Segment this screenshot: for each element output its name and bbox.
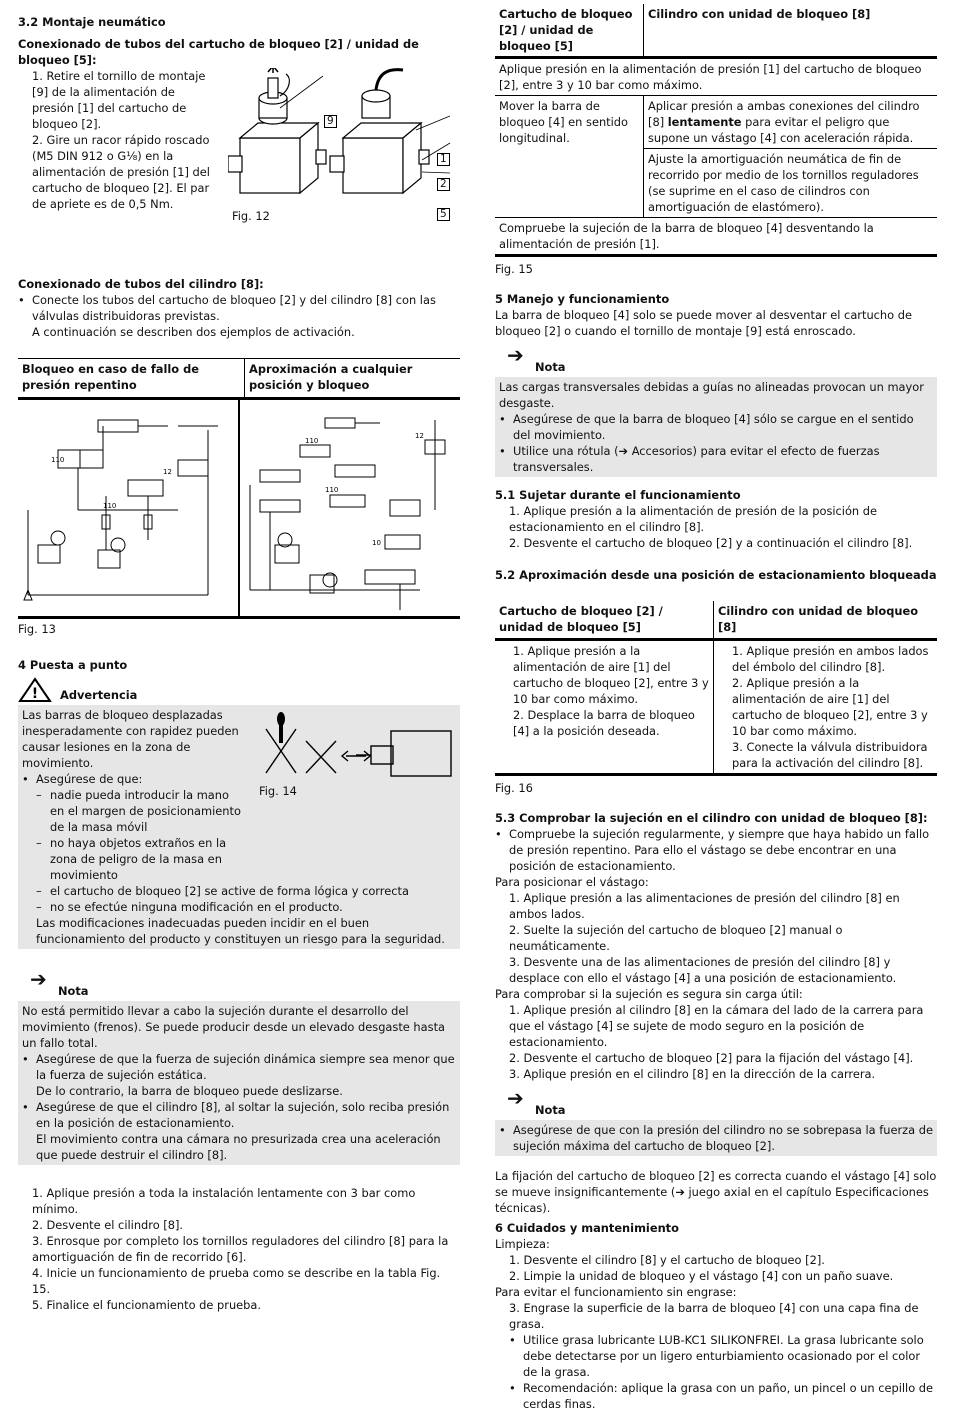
fig13-header-2: Aproximación a cualquier posición y bloqueo — [249, 362, 413, 392]
nota-bullet-1: • Asegúrese de que la fuerza de sujeción dinámica siempre sea menor que la fuerza de sujeción estática. — [22, 1052, 455, 1082]
fig15-header-1: Cartucho de bloqueo [2] / unidad de bloqueo [5] — [495, 4, 644, 58]
section-5-3-title: 5.3 Comprobar la sujeción en el cilindro con unidad de bloqueo [8]: — [495, 810, 928, 825]
section-5-1-title: 5.1 Sujetar durante el funcionamiento — [495, 488, 741, 502]
fig-12-caption: Fig. 12 — [232, 209, 270, 223]
section-5-2-title: 5.2 Aproximación desde una posición de estacionamiento bloqueada — [495, 568, 937, 582]
svg-text:10: 10 — [372, 539, 381, 547]
s51-step-2: 2. Desvente el cartucho de bloqueo [2] y a continuación el cilindro [8]. — [509, 536, 913, 550]
cleaning-title: Limpieza: — [495, 1236, 550, 1251]
clean-step-1: 1. Desvente el cilindro [8] y el cartucho de bloqueo [2]. — [509, 1252, 825, 1267]
fig15-row-4: Compruebe la sujeción de la barra de bloqueo [4] desventando la alimentación de presión [1]. — [499, 221, 874, 251]
nota-label-1: Nota — [58, 984, 89, 998]
pipes-cylinder-heading: Conexionado de tubos del cilindro [8]: — [18, 277, 264, 291]
warning-bullet: • Asegúrese de que: — [22, 772, 143, 786]
nota-arrow-icon: ➔ — [507, 343, 524, 367]
clean-step-2: 2. Limpie la unidad de bloqueo y el vástago [4] con un paño suave. — [509, 1268, 894, 1283]
warning-dash-2: – no haya objetos extraños en la zona de peligro de la masa en movimiento — [36, 836, 227, 882]
svg-text:12: 12 — [415, 432, 424, 440]
commission-step-1: 1. Aplique presión a toda la instalación lentamente con 3 bar como mínimo. — [32, 1186, 416, 1216]
warning-dash-3: – el cartucho de bloqueo [2] se active de forma lógica y correcta — [36, 884, 409, 898]
fig16-col-2: 1. Aplique presión en ambos lados del émbolo del cilindro [8]. 2. Aplique presión a la alimentación de aire [1] del cartucho de bloqueo [2], entre 3 y 10 bar como máximo. 3. Conecte la válvula distribuidora para la activación del cilindro [8]. — [732, 643, 929, 770]
fig15-row-2b: Aplicar presión a ambas conexiones del cilindro [8] lentamente para evitar el peligro que supone un vástago [4] con aceleración rápida. — [648, 99, 920, 145]
nota2-bullet-2: • Utilice una rótula (➔ Accesorios) para evitar el efecto de fuerzas transversales. — [499, 444, 880, 474]
commissioning-steps — [18, 1185, 460, 1313]
grease-step-3: 3. Engrase la superficie de la barra de bloqueo [4] con una capa fina de grasa. — [509, 1300, 919, 1331]
right-column — [495, 4, 937, 1412]
s51-step-1: 1. Aplique presión a la alimentación de presión de la posición de estacionamiento en el cilindro [8]. — [509, 504, 878, 534]
examples-intro: A continuación se describen dos ejemplos de activación. — [32, 325, 355, 339]
pos-step-1: 1. Aplique presión a las alimentaciones de presión del cilindro [8] en ambos lados. — [509, 890, 900, 921]
fig-16-table — [495, 601, 937, 776]
mount-step-1: 1. Retire el tornillo de montaje [9] de la alimentación de presión [1] del cartucho de bloqueo [2]. — [32, 69, 206, 131]
fig15-row-2a: Mover la barra de bloqueo [4] en sentido longitudinal. — [495, 96, 644, 218]
section-3-2-title: 3.2 Montaje neumático — [18, 15, 166, 29]
fig16-header-2: Cilindro con unidad de bloqueo [8] — [718, 604, 919, 634]
commission-step-3: 3. Enrosque por completo los tornillos reguladores del cilindro [8] para la amortiguación de fin de recorrido [6]. — [32, 1234, 449, 1264]
commission-step-5: 5. Finalice el funcionamiento de prueba. — [32, 1298, 262, 1312]
commission-step-2: 2. Desvente el cilindro [8]. — [32, 1218, 184, 1232]
nota-header-1 — [18, 967, 460, 998]
fig12-label-2: 2 — [437, 178, 450, 191]
circuit-diagram-1 — [18, 400, 238, 616]
svg-text:110: 110 — [103, 502, 117, 510]
svg-text:110: 110 — [325, 486, 339, 494]
svg-text:110: 110 — [51, 456, 65, 464]
fig12-label-1: 1 — [437, 153, 450, 166]
nota-label-3: Nota — [535, 1102, 566, 1117]
position-title: Para posicionar el vástago: — [495, 874, 649, 889]
warning-triangle-icon — [18, 677, 52, 703]
no-grease-title: Para evitar el funcionamiento sin engrase: — [495, 1284, 737, 1299]
nota-bullet-2: • Asegúrese de que el cilindro [8], al soltar la sujeción, solo reciba presión en la posición de estacionamiento. — [22, 1100, 450, 1130]
fig-14-drawing — [256, 711, 461, 781]
commission-step-4: 4. Inicie un funcionamiento de prueba como se describe en la tabla Fig. 15. — [32, 1266, 441, 1296]
warning-box — [18, 705, 460, 949]
fig-15-table — [495, 4, 937, 257]
nota-intro: No está permitido llevar a cabo la sujeción durante el desarrollo del movimiento (frenos). Se puede producir desde un elevado desgaste hasta un fallo total. — [22, 1004, 446, 1050]
fig16-col-1: 1. Aplique presión a la alimentación de aire [1] del cartucho de bloqueo [2], entre 3 y 10 bar como máximo. 2. Desplace la barra de bloqueo [4] a la posición deseada. — [495, 639, 714, 774]
nota-bullet-1b: De lo contrario, la barra de bloqueo puede deslizarse. — [36, 1084, 343, 1098]
svg-text:110: 110 — [305, 437, 319, 445]
fig15-row-3: Ajuste la amortiguación neumática de fin de recorrido por medio de los tornillos reguladores (se suprime en el caso de cilindros con amortiguación de elastómero). — [648, 152, 919, 214]
fig12-label-9: 9 — [324, 115, 337, 128]
chk-step-3: 3. Aplique presión en el cilindro [8] en la dirección de la carrera. — [509, 1066, 876, 1081]
pos-step-2: 2. Suelte la sujeción del cartucho de bloqueo [2] manual o neumáticamente. — [509, 922, 843, 953]
nota2-bullet-1: • Asegúrese de que la barra de bloqueo [4] sólo se cargue en el sentido del movimiento. — [499, 412, 914, 442]
svg-text:!: ! — [31, 686, 39, 702]
nota-box-3 — [495, 1120, 937, 1156]
nota-box-2 — [495, 377, 937, 477]
nota3-bullet: • Asegúrese de que con la presión del cilindro no se sobrepasa la fuerza de sujeción máxima del cartucho de bloqueo [2]. — [499, 1122, 933, 1153]
circuit-diagram-2 — [240, 400, 460, 616]
grease-bullet-2: • Recomendación: aplique la grasa con un paño, un pincel o un cepillo de cerdas finas. — [509, 1380, 934, 1411]
nota-arrow-icon: ➔ — [507, 1085, 524, 1110]
warning-end: Las modificaciones inadecuadas pueden incidir en el buen funcionamiento del producto y constituyen un riesgo para la seguridad. — [36, 916, 445, 946]
nota-box-1 — [18, 1001, 460, 1165]
fig12-label-5: 5 — [437, 208, 450, 221]
fig-12-drawing — [228, 68, 460, 208]
section-4-title: 4 Puesta a punto — [18, 658, 128, 672]
pipes-cartridge-heading: Conexionado de tubos del cartucho de bloqueo [2] / unidad de bloqueo [5]: — [18, 37, 419, 67]
warning-header — [18, 677, 460, 701]
nota-arrow-icon: ➔ — [30, 967, 47, 991]
fig-13-caption: Fig. 13 — [18, 622, 56, 636]
fig-15-caption: Fig. 15 — [495, 262, 533, 276]
section-5-text: La barra de bloqueo [4] solo se puede mover al desventar el cartucho de bloqueo [2] o cuando el tornillo de montaje [9] está enroscado. — [495, 308, 912, 338]
section-6-title: 6 Cuidados y mantenimiento — [495, 1220, 679, 1235]
warning-dash-4: – no se efectúe ninguna modificación en el producto. — [36, 900, 343, 914]
fixation-text: La fijación del cartucho de bloqueo [2] es correcta cuando el vástago [4] solo se mueve insignificantemente (➔ juego axial en el capítulo Especificaciones técnicas). — [495, 1168, 937, 1215]
grease-bullet-1: • Utilice grasa lubricante LUB-KC1 SILIKONFREI. La grasa lubricante solo debe detectarse por un ligero enturbiamiento ocasionado por el color de la grasa. — [509, 1332, 924, 1379]
pos-step-3: 3. Desvente una de las alimentaciones de presión del cilindro [8] y desplace con ello el vástago [4] a una posición de estacionamiento. — [509, 954, 897, 985]
fig13-header-1: Bloqueo en caso de fallo de presión repentino — [18, 359, 245, 397]
chk-step-1: 1. Aplique presión al cilindro [8] en la cámara del lado de la carrera para que el vástago [4] se sujete de modo seguro en la posición de estacionamiento. — [509, 1002, 924, 1049]
fig-16-caption: Fig. 16 — [495, 780, 533, 795]
nota-bullet-2b: El movimiento contra una cámara no presurizada crea una aceleración que puede destruir el cilindro [8]. — [36, 1132, 441, 1162]
check-title: Para comprobar si la sujeción es segura sin carga útil: — [495, 986, 803, 1001]
warning-dash-1: – nadie pueda introducir la mano en el margen de posicionamiento de la masa móvil — [36, 788, 241, 834]
fig15-row-1: Aplique presión en la alimentación de presión [1] del cartucho de bloqueo [2], entre 3 y 10 bar como máximo. — [499, 62, 922, 92]
fig16-header-1: Cartucho de bloqueo [2] / unidad de bloqueo [5] — [495, 601, 714, 639]
mount-step-2: 2. Gire un racor rápido roscado (M5 DIN 912 o G⅛) en la alimentación de presión [1] del cartucho de bloqueo [2]. El par de apriete es de 0,5 Nm. — [32, 133, 210, 211]
warning-intro: Las barras de bloqueo desplazadas inesperadamente con rapidez pueden causar lesiones en la zona de movimiento. — [22, 708, 239, 770]
mounting-steps — [18, 68, 218, 212]
svg-text:12: 12 — [163, 468, 172, 476]
nota-header-3 — [495, 1085, 937, 1117]
left-column — [18, 14, 460, 1313]
section-5-title: 5 Manejo y funcionamiento — [495, 292, 670, 306]
fig-14-caption: Fig. 14 — [259, 784, 297, 798]
chk-step-2: 2. Desvente el cartucho de bloqueo [2] para la fijación del vástago [4]. — [509, 1050, 914, 1065]
nota-header-2 — [495, 343, 937, 374]
fig15-header-2: Cilindro con unidad de bloqueo [8] — [648, 7, 871, 21]
connect-bullet: • Conecte los tubos del cartucho de bloqueo [2] y del cilindro [8] con las válvulas distribuidoras previstas. — [18, 293, 436, 323]
warning-label: Advertencia — [60, 688, 138, 702]
s53-bullet: • Compruebe la sujeción regularmente, y siempre que haya habido un fallo de presión repentino. Para ello el vástago se debe encontrar en una posición de estacionamiento. — [495, 826, 930, 873]
nota-label-2: Nota — [535, 360, 566, 374]
nota2-text: Las cargas transversales debidas a guías no alineadas provocan un mayor desgaste. — [499, 380, 924, 410]
fig-13-table — [18, 358, 460, 619]
